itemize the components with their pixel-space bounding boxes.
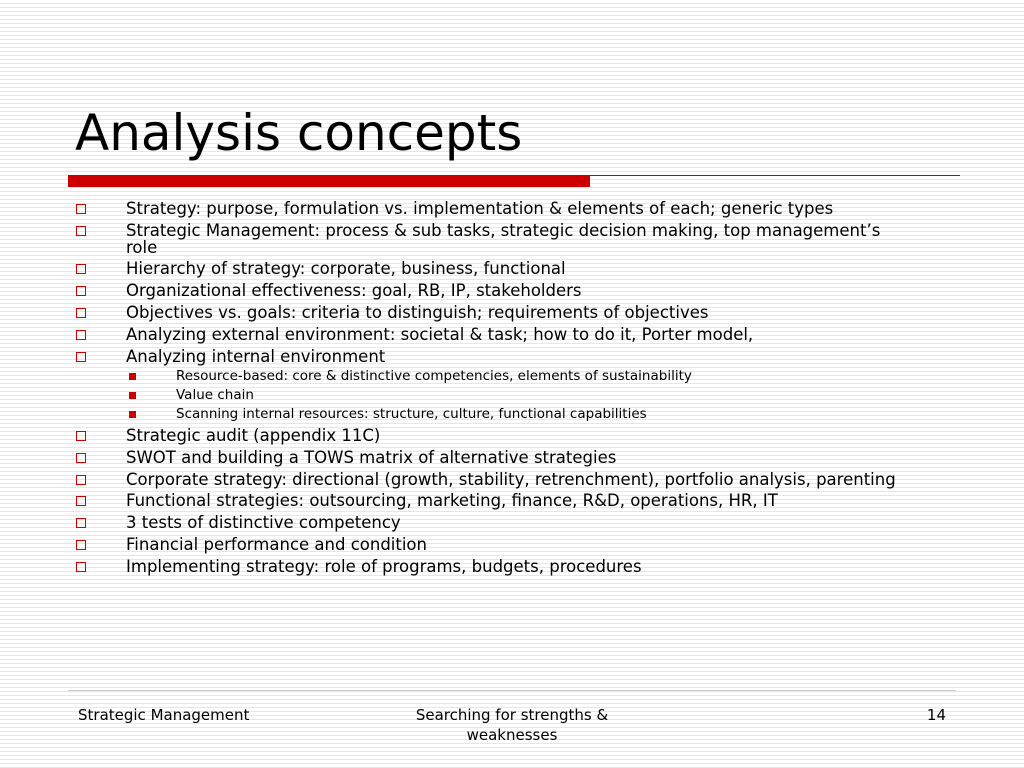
footer-left-text: Strategic Management xyxy=(78,706,250,724)
hollow-square-bullet-icon xyxy=(76,475,86,485)
footer-divider xyxy=(68,690,956,691)
slide-title: Analysis concepts xyxy=(75,104,523,162)
filled-square-bullet-icon xyxy=(129,411,136,418)
list-item: Financial performance and condition xyxy=(0,536,1024,554)
list-item: Implementing strategy: role of programs, budgets, procedures xyxy=(0,558,1024,576)
sub-list-item: Resource-based: core & distinctive competencies, elements of sustainability xyxy=(0,368,1024,385)
hollow-square-bullet-icon xyxy=(76,204,86,214)
list-item: Analyzing internal environment xyxy=(0,348,1024,366)
list-item: Strategy: purpose, formulation vs. implementation & elements of each; generic types xyxy=(0,200,1024,218)
hollow-square-bullet-icon xyxy=(76,352,86,362)
title-underline-bar xyxy=(68,175,590,187)
list-item: Hierarchy of strategy: corporate, business, functional xyxy=(0,260,1024,278)
hollow-square-bullet-icon xyxy=(76,562,86,572)
list-item: Organizational effectiveness: goal, RB, IP, stakeholders xyxy=(0,282,1024,300)
list-item: Strategic Management: process & sub tasks, strategic decision making, top management’s role xyxy=(0,222,906,256)
hollow-square-bullet-icon xyxy=(76,308,86,318)
hollow-square-bullet-icon xyxy=(76,496,86,506)
hollow-square-bullet-icon xyxy=(76,453,86,463)
sub-list-item: Scanning internal resources: structure, culture, functional capabilities xyxy=(0,406,1024,423)
list-item: SWOT and building a TOWS matrix of alternative strategies xyxy=(0,449,1024,467)
hollow-square-bullet-icon xyxy=(76,264,86,274)
hollow-square-bullet-icon xyxy=(76,431,86,441)
filled-square-bullet-icon xyxy=(129,392,136,399)
sub-list-item: Value chain xyxy=(0,387,1024,404)
list-item: Objectives vs. goals: criteria to distinguish; requirements of objectives xyxy=(0,304,1024,322)
hollow-square-bullet-icon xyxy=(76,518,86,528)
list-item: Corporate strategy: directional (growth, stability, retrenchment), portfolio analysis, parenting xyxy=(0,471,906,488)
list-item: Analyzing external environment: societal & task; how to do it, Porter model, xyxy=(0,326,1024,344)
footer-center-text: Searching for strengths & weaknesses xyxy=(415,706,609,744)
bullet-list xyxy=(0,200,1024,576)
hollow-square-bullet-icon xyxy=(76,226,86,236)
hollow-square-bullet-icon xyxy=(76,330,86,340)
list-item: 3 tests of distinctive competency xyxy=(0,514,1024,532)
hollow-square-bullet-icon xyxy=(76,540,86,550)
page-number: 14 xyxy=(926,706,946,724)
hollow-square-bullet-icon xyxy=(76,286,86,296)
list-item: Functional strategies: outsourcing, marketing, finance, R&D, operations, HR, IT xyxy=(0,492,1024,510)
title-underline-line xyxy=(590,175,960,176)
list-item: Strategic audit (appendix 11C) xyxy=(0,427,1024,445)
filled-square-bullet-icon xyxy=(129,373,136,380)
